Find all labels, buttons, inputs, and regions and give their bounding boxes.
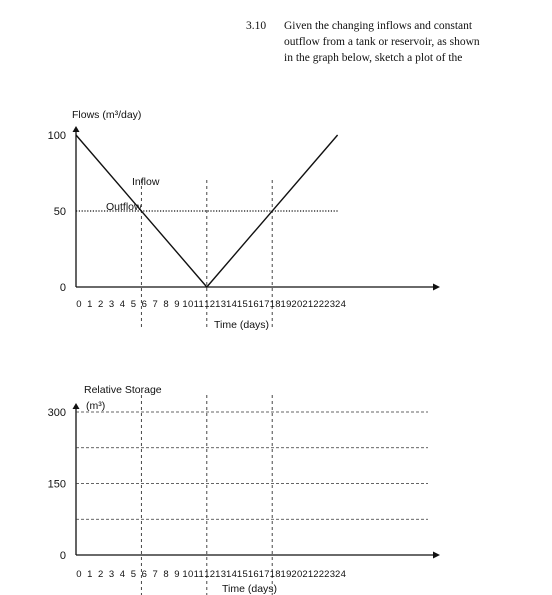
outflow-label: Outflow xyxy=(106,201,142,213)
storage-x-tick-label: 10 xyxy=(182,569,194,580)
storage-x-tick-label: 22 xyxy=(313,569,325,580)
flow-y-tick-label: 50 xyxy=(53,206,66,218)
inflow-label: Inflow xyxy=(132,176,160,188)
flow-x-tick-label: 8 xyxy=(163,299,169,310)
flow-xlabel: Time (days) xyxy=(214,319,270,331)
problem-line-2: outflow from a tank or reservoir, as shown xyxy=(284,36,480,48)
flow-x-tick-label: 14 xyxy=(226,299,238,310)
flow-x-tick-label: 24 xyxy=(335,299,347,310)
flow-x-tick-label: 19 xyxy=(280,299,292,310)
storage-y-tick-label: 300 xyxy=(47,407,66,419)
flow-x-tick-label: 23 xyxy=(324,299,336,310)
problem-line-3: in the graph below, sketch a plot of the xyxy=(284,52,463,64)
flow-ylabel: Flows (m³/day) xyxy=(72,109,142,121)
flow-x-tick-label: 16 xyxy=(247,299,259,310)
storage-ylabel-line1: Relative Storage xyxy=(84,384,162,396)
flow-x-axis-arrow xyxy=(433,284,440,291)
storage-x-tick-label: 3 xyxy=(108,569,115,580)
flow-x-tick-label: 20 xyxy=(291,299,303,310)
storage-x-tick-label: 6 xyxy=(141,569,148,580)
flow-x-tick-label: 1 xyxy=(87,299,93,310)
flow-x-tick-label: 22 xyxy=(313,299,325,310)
storage-x-tick-label: 4 xyxy=(119,569,126,580)
storage-x-tick-label: 9 xyxy=(174,569,180,580)
storage-x-tick-label: 19 xyxy=(280,569,292,580)
storage-y-tick-label: 0 xyxy=(59,550,66,562)
storage-ylabel-line2: (m³) xyxy=(86,400,106,412)
storage-x-tick-label: 14 xyxy=(226,569,238,580)
flow-x-tick-label: 18 xyxy=(269,299,281,310)
flow-x-tick-label: 12 xyxy=(204,299,216,310)
storage-x-tick-label: 0 xyxy=(76,569,82,580)
flow-x-tick-label: 0 xyxy=(76,299,82,310)
storage-x-tick-label: 11 xyxy=(193,569,205,580)
flow-y-axis-arrow xyxy=(73,126,80,132)
storage-x-tick-label: 5 xyxy=(130,569,137,580)
storage-x-tick-label: 17 xyxy=(258,569,270,580)
storage-x-tick-label: 23 xyxy=(324,569,336,580)
storage-chart xyxy=(48,384,440,595)
flow-chart xyxy=(48,109,440,331)
flow-y-tick-label: 100 xyxy=(47,130,66,142)
flow-x-tick-label: 4 xyxy=(119,299,126,310)
flow-x-tick-label: 13 xyxy=(215,299,227,310)
storage-x-tick-label: 24 xyxy=(335,569,347,580)
flow-x-tick-label: 10 xyxy=(182,299,194,310)
storage-x-tick-label: 20 xyxy=(291,569,303,580)
storage-x-tick-label: 16 xyxy=(247,569,259,580)
storage-x-tick-label: 21 xyxy=(302,569,314,580)
flow-x-tick-label: 11 xyxy=(193,299,205,310)
storage-xlabel: Time (days) xyxy=(222,583,278,595)
flow-x-tick-label: 3 xyxy=(108,299,115,310)
storage-x-axis-arrow xyxy=(433,552,440,559)
flow-x-tick-label: 7 xyxy=(152,299,159,310)
storage-x-tick-label: 7 xyxy=(152,569,159,580)
storage-y-tick-label: 150 xyxy=(47,478,66,491)
storage-x-tick-label: 18 xyxy=(269,569,281,580)
storage-x-tick-label: 15 xyxy=(236,569,249,580)
flow-x-tick-label: 17 xyxy=(258,299,270,310)
flow-x-tick-label: 21 xyxy=(302,299,314,310)
flow-x-tick-label: 9 xyxy=(174,299,180,310)
flow-x-tick-label: 15 xyxy=(236,299,249,310)
problem-number: 3.10 xyxy=(246,20,267,32)
storage-x-tick-label: 8 xyxy=(163,569,169,580)
flow-x-tick-label: 6 xyxy=(141,299,148,310)
flow-x-tick-label: 2 xyxy=(98,299,104,310)
storage-x-tick-label: 1 xyxy=(87,569,93,580)
flow-y-tick-label: 0 xyxy=(59,282,66,294)
storage-x-tick-label: 12 xyxy=(204,569,216,580)
storage-x-tick-label: 2 xyxy=(98,569,104,580)
flow-x-tick-label: 5 xyxy=(130,299,137,310)
problem-line-1: Given the changing inflows and constant xyxy=(284,20,473,32)
storage-y-axis-arrow xyxy=(73,403,80,409)
storage-x-tick-label: 13 xyxy=(215,569,227,580)
